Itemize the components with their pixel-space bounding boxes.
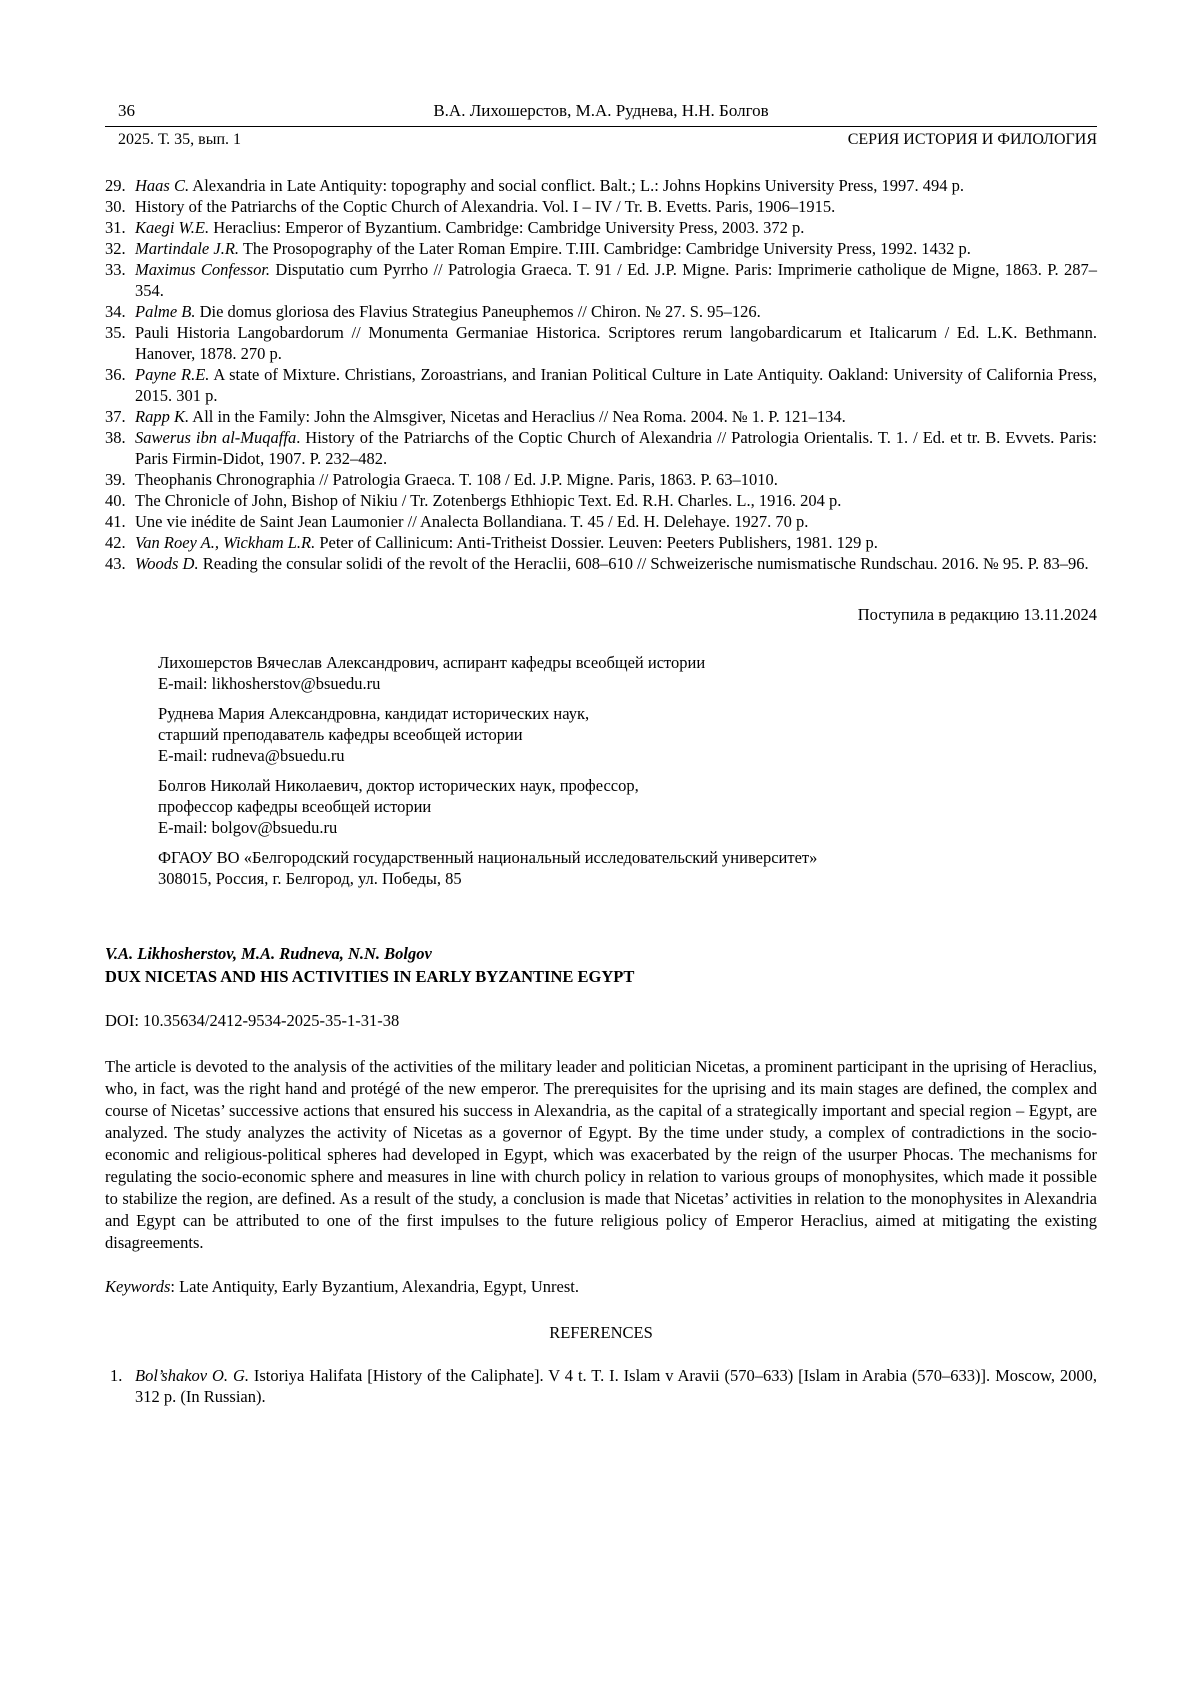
bibliography-item-number: 32. xyxy=(105,239,126,258)
bibliography-item-text xyxy=(135,427,1097,469)
page-number: 36 xyxy=(118,101,135,120)
bibliography-item xyxy=(105,532,1097,553)
bibliography-item-rest: Disputatio cum Pyrrho // Patrologia Graeca. T. 91 / Ed. J.P. Migne. Paris: Imprimerie catholique de Migne, 1863. P. 287–354. xyxy=(135,260,1098,300)
bibliography-item-number: 39. xyxy=(105,470,126,489)
bibliography-item-text xyxy=(135,259,1097,301)
reference-item-rest: Istoriya Halifata [History of the Caliphate]. V 4 t. T. I. Islam v Aravii (570–633) [Islam in Arabia (570–633)]. Moscow, 2000, 312 p. (In Russian). xyxy=(135,1366,1097,1406)
bibliography-item-number: 29. xyxy=(105,176,126,195)
bibliography-item xyxy=(105,238,1097,259)
author-info-line: Лихошерстов Вячеслав Александрович, аспирант кафедры всеобщей истории xyxy=(158,653,706,672)
bibliography-item-author: Woods D. xyxy=(135,554,199,573)
bibliography-item-text xyxy=(135,532,1097,553)
bibliography-item xyxy=(105,175,1097,196)
bibliography-item-author: Martindale J.R. xyxy=(135,239,240,258)
author-info-group xyxy=(158,775,1097,838)
bibliography-item xyxy=(105,322,1097,364)
bibliography-item-text xyxy=(135,322,1097,364)
references-list xyxy=(105,1365,1097,1407)
affiliation-line: ФГАОУ ВО «Белгородский государственный национальный исследовательский университет» xyxy=(158,848,818,867)
author-email-line: E-mail: rudneva@bsuedu.ru xyxy=(158,746,345,765)
bibliography-item-rest: Theophanis Chronographia // Patrologia Graeca. T. 108 / Ed. J.P. Migne. Paris, 1863. P. 63–1010. xyxy=(135,470,778,489)
bibliography-item-text xyxy=(135,406,1097,427)
bibliography-item-rest: Alexandria in Late Antiquity: topography and social conflict. Balt.; L.: Johns Hopkins University Press, 1997. 494 p. xyxy=(189,176,965,195)
bibliography-item-number: 38. xyxy=(105,428,126,447)
bibliography-item-text xyxy=(135,364,1097,406)
doi-line: DOI: 10.35634/2412-9534-2025-35-1-31-38 xyxy=(105,1011,400,1030)
bibliography-item-text xyxy=(135,553,1097,574)
bibliography-item-author: Palme B. xyxy=(135,302,196,321)
bibliography-item-text xyxy=(135,196,1097,217)
bibliography-item-number: 30. xyxy=(105,197,126,216)
keywords-line xyxy=(105,1276,1097,1297)
bibliography-item-number: 41. xyxy=(105,512,126,531)
bibliography-item-rest: All in the Family: John the Almsgiver, Nicetas and Heraclius // Nea Roma. 2004. № 1. P. 121–134. xyxy=(189,407,846,426)
author-info-line: Руднева Мария Александровна, кандидат исторических наук, xyxy=(158,704,590,723)
bibliography-item-author: Kaegi W.E. xyxy=(135,218,210,237)
bibliography-item-number: 36. xyxy=(105,365,126,384)
author-email-line: E-mail: bolgov@bsuedu.ru xyxy=(158,818,338,837)
abstract-text: The article is devoted to the analysis of the activities of the military leader and politician Nicetas, a prominent participant in the uprising of Heraclius, who, in fact, was the right hand and protégé of the new emperor. The prerequisites for the uprising and its main stages are defined, the complex and course of Nicetas’ successive actions that ensured his success in Alexandria, as the capital of a strategically important and special region – Egypt, are analyzed. The study analyzes the activity of Nicetas as a governor of Egypt. By the time under study, a complex of contradictions in the socio-economic and religious-political spheres had developed in Egypt, which was exacerbated by the reign of the usurper Phocas. The mechanisms for regulating the socio-economic sphere and measures in line with church policy in relation to various groups of monophysites, which made it possible to stabilize the region, are defined. As a result of the study, a conclusion is made that Nicetas’ activities in relation to the monophysites in Alexandria and Egypt can be attributed to one of the first impulses to the future religious policy of Emperor Heraclius, aimed at mitigating the existing disagreements. xyxy=(105,1057,1097,1252)
bibliography-item-rest: The Prosopography of the Later Roman Empire. T.III. Cambridge: Cambridge University Press, 1992. 1432 p. xyxy=(239,239,971,258)
affiliation-address-line: 308015, Россия, г. Белгород, ул. Победы, 85 xyxy=(158,869,462,888)
bibliography-item-rest: History of the Patriarchs of the Coptic Church of Alexandria. Vol. I – IV / Tr. B. Evetts. Paris, 1906–1915. xyxy=(135,197,836,216)
author-info-line: Болгов Николай Николаевич, доктор исторических наук, профессор, xyxy=(158,776,639,795)
author-info-line: старший преподаватель кафедры всеобщей истории xyxy=(158,725,523,744)
author-info-line: профессор кафедры всеобщей истории xyxy=(158,797,432,816)
bibliography-item-rest: Die domus gloriosa des Flavius Strategius Paneuphemos // Chiron. № 27. S. 95–126. xyxy=(195,302,761,321)
english-authors: V.A. Likhosherstov, M.A. Rudneva, N.N. Bolgov xyxy=(105,944,432,963)
bibliography-item-author: Maximus Confessor. xyxy=(135,260,271,279)
bibliography-item-rest: Une vie inédite de Saint Jean Laumonier // Analecta Bollandiana. T. 45 / Ed. H. Delehaye. 1927. 70 p. xyxy=(135,512,809,531)
bibliography-item xyxy=(105,217,1097,238)
bibliography-item-number: 33. xyxy=(105,260,126,279)
bibliography-item-rest: Peter of Callinicum: Anti-Tritheist Dossier. Leuven: Peeters Publishers, 1981. 129 p. xyxy=(315,533,878,552)
bibliography-item-rest: Pauli Historia Langobardorum // Monumenta Germaniae Historica. Scriptores rerum langobardicarum et Italicarum / Ed. L.K. Bethmann. Hanover, 1878. 270 p. xyxy=(135,323,1097,363)
keywords-label: Keywords xyxy=(105,1277,171,1296)
received-date: Поступила в редакцию 13.11.2024 xyxy=(857,605,1097,624)
bibliography-item-text xyxy=(135,175,1097,196)
bibliography-item-number: 43. xyxy=(105,554,126,573)
bibliography-item-number: 37. xyxy=(105,407,126,426)
bibliography-item xyxy=(105,427,1097,469)
english-article-title: DUX NICETAS AND HIS ACTIVITIES IN EARLY BYZANTINE EGYPT xyxy=(105,967,635,986)
header-rule xyxy=(105,126,1097,127)
keywords-text: : Late Antiquity, Early Byzantium, Alexandria, Egypt, Unrest. xyxy=(170,1277,579,1296)
bibliography-item xyxy=(105,553,1097,574)
author-email-line: E-mail: likhosherstov@bsuedu.ru xyxy=(158,674,381,693)
bibliography-item-text xyxy=(135,217,1097,238)
running-header-authors: В.А. Лихошерстов, М.А. Руднева, Н.Н. Болгов xyxy=(433,101,769,120)
bibliography-item xyxy=(105,406,1097,427)
bibliography-item xyxy=(105,259,1097,301)
author-info-group xyxy=(158,703,1097,766)
running-header-line2 xyxy=(105,129,1097,150)
bibliography-item-author: Haas C. xyxy=(135,176,190,195)
bibliography-item-number: 31. xyxy=(105,218,126,237)
bibliography-item-number: 34. xyxy=(105,302,126,321)
bibliography-item xyxy=(105,490,1097,511)
bibliography-item-author: Van Roey A., Wickham L.R. xyxy=(135,533,316,552)
reference-item xyxy=(105,1365,1097,1407)
reference-item-text xyxy=(135,1365,1097,1407)
bibliography-item-number: 35. xyxy=(105,323,126,342)
bibliography-item xyxy=(105,511,1097,532)
bibliography-item-text xyxy=(135,511,1097,532)
bibliography-item-text xyxy=(135,469,1097,490)
bibliography-item-number: 40. xyxy=(105,491,126,510)
bibliography-item-rest: A state of Mixture. Christians, Zoroastrians, and Iranian Political Culture in Late Antiquity. Oakland: University of California Press, 2015. 301 p. xyxy=(135,365,1097,405)
bibliography-item-rest: Heraclius: Emperor of Byzantium. Cambridge: Cambridge University Press, 2003. 372 p. xyxy=(209,218,805,237)
bibliography-item xyxy=(105,469,1097,490)
bibliography-item xyxy=(105,196,1097,217)
references-heading: REFERENCES xyxy=(549,1323,653,1342)
author-info-group xyxy=(158,652,1097,694)
bibliography-item-rest: . History of the Patriarchs of the Coptic Church of Alexandria // Patrologia Orientalis. T. 1. / Ed. et tr. B. Evvets. Paris: Paris Firmin-Didot, 1907. P. 232–482. xyxy=(135,428,1097,468)
bibliography-item-author: Sawerus ibn al-Muqaffa xyxy=(135,428,297,447)
bibliography-item xyxy=(105,364,1097,406)
running-header xyxy=(105,100,1097,122)
bibliography-item-text xyxy=(135,238,1097,259)
bibliography-item-text xyxy=(135,490,1097,511)
bibliography-item-rest: Reading the consular solidi of the revolt of the Heraclii, 608–610 // Schweizerische numismatische Rundschau. 2016. № 95. P. 83–96. xyxy=(198,554,1089,573)
bibliography-item xyxy=(105,301,1097,322)
reference-item-number: 1. xyxy=(110,1366,123,1385)
bibliography-item-rest: The Chronicle of John, Bishop of Nikiu / Tr. Zotenbergs Ethhiopic Text. Ed. R.H. Charles. L., 1916. 204 p. xyxy=(135,491,842,510)
reference-item-author: Bol’shakov O. G. xyxy=(135,1366,249,1385)
english-section-header xyxy=(105,943,1097,987)
bibliography-item-text xyxy=(135,301,1097,322)
bibliography-item-author: Rapp K. xyxy=(135,407,190,426)
bibliography-list xyxy=(105,175,1097,574)
bibliography-item-number: 42. xyxy=(105,533,126,552)
volume-info: 2025. Т. 35, вып. 1 xyxy=(118,131,242,148)
series-title: СЕРИЯ ИСТОРИЯ И ФИЛОЛОГИЯ xyxy=(847,131,1097,148)
authors-info-block xyxy=(105,652,1097,889)
affiliation-group xyxy=(158,847,1097,889)
bibliography-item-author: Payne R.E. xyxy=(135,365,210,384)
